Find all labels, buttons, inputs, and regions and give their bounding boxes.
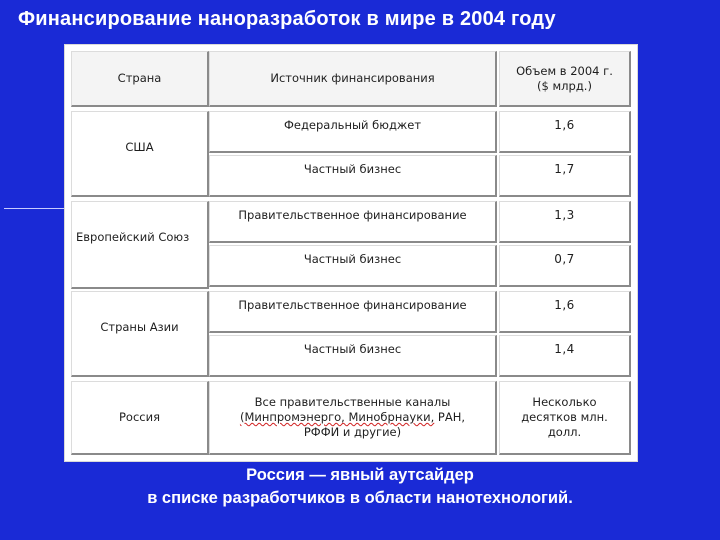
header-volume [499,51,631,107]
value-text: 1,6 [554,298,575,312]
value-line: долл. [547,425,582,439]
country-eu-label: Европейский Союз [76,230,190,244]
country-russia [71,381,209,455]
source-text: Частный бизнес [303,162,402,176]
table-row-eu-1-source [209,201,497,243]
source-text: Федеральный бюджет [283,118,422,132]
header-country [71,51,209,107]
table-row-asia-2-value [499,335,631,377]
header-country-label: Страна [117,71,162,85]
header-volume-line1: Объем в 2004 г. [516,63,613,78]
header-volume-line2: ($ млрд.) [537,78,592,93]
country-usa [71,111,209,197]
agencies-text: РАН, [434,410,466,424]
value-text: 1,3 [554,208,575,222]
country-russia-label: Россия [118,410,160,424]
table-row-usa-2-source [209,155,497,197]
source-text: Частный бизнес [303,342,402,356]
table-row-asia-1-source [209,291,497,333]
source-line: Все правительственные каналы [254,395,451,409]
slide-title: Финансирование наноразработок в мире в 2004 году [18,8,556,30]
country-asia-label: Страны Азии [100,320,179,334]
value-line: Несколько [532,395,597,409]
value-text: 1,4 [554,342,575,356]
country-usa-label: США [125,140,154,154]
table-row-eu-1-value [499,201,631,243]
table-row-eu-2-source [209,245,497,287]
source-line [240,410,465,425]
table-row-russia-source [209,381,497,455]
caption-line-1: Россия — явный аутсайдер [246,466,474,484]
source-line: РФФИ и другие) [303,425,402,439]
conclusion-caption [0,464,720,510]
table-row-asia-1-value [499,291,631,333]
divider-line [4,208,66,209]
table-row-eu-2-value [499,245,631,287]
caption-line-2: в списке разработчиков в области нанотехнологий. [147,489,573,507]
country-asia [71,291,209,377]
source-text: Частный бизнес [303,252,402,266]
country-eu [71,201,209,289]
value-text: 0,7 [554,252,575,266]
table-row-usa-1-value [499,111,631,153]
value-text: 1,7 [554,162,575,176]
header-source-label: Источник финансирования [270,71,435,85]
source-text: Правительственное финансирование [238,298,467,312]
table-row-russia-value [499,381,631,455]
table-row-asia-2-source [209,335,497,377]
source-text: Правительственное финансирование [238,208,467,222]
table-row-usa-1-source [209,111,497,153]
value-line: десятков млн. [521,410,608,424]
agencies-text: (Минпромэнерго, Минобрнауки, [239,410,435,424]
funding-table [64,44,638,462]
header-source [209,51,497,107]
table-row-usa-2-value [499,155,631,197]
value-text: 1,6 [554,118,575,132]
